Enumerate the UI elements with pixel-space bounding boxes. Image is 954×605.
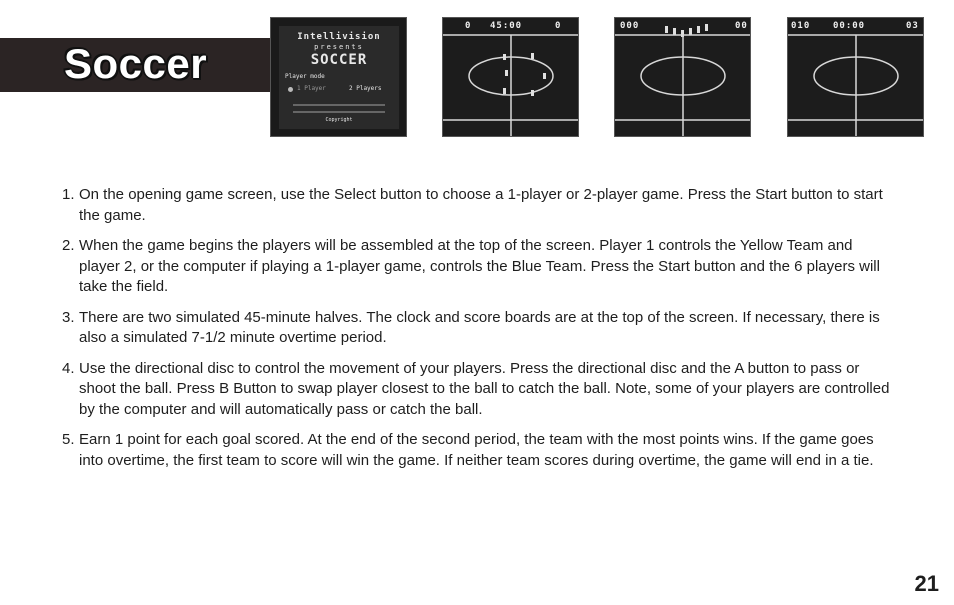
radio-selected-icon [288, 87, 293, 92]
page-number: 21 [914, 571, 939, 596]
screenshot-title-screen [270, 17, 407, 137]
lineup-left-score: 000 [620, 21, 640, 31]
step-number: 4. [62, 359, 75, 377]
lineup-right-score: 00 [735, 21, 748, 31]
instruction-step [62, 185, 892, 226]
page-title: Soccer [64, 40, 208, 87]
title-screen-mode-label: Player mode [285, 73, 325, 80]
final-field [788, 18, 924, 137]
screenshot-kickoff [442, 17, 579, 137]
final-clock: 00:00 [833, 21, 866, 31]
step-number: 3. [62, 308, 75, 326]
step-text: Use the directional disc to control the movement of your players. Press the directional disc and the A button to pass or shoot the ball. Press B Button to swap player closest to the ball to catch the ball. Note, some of your players are controlled by the computer and will automatically pass or catch the ball. [79, 359, 890, 418]
title-screen-panel [279, 26, 399, 129]
title-screen-option-2: 2 Players [349, 85, 382, 92]
step-number: 5. [62, 431, 75, 448]
instruction-steps [62, 185, 892, 481]
title-screen-instructions-2 [293, 111, 385, 113]
title-screen-presents: presents [314, 43, 364, 51]
title-screen-instructions [293, 104, 385, 106]
title-screen-copyright: Copyright [325, 117, 353, 123]
step-number: 2. [62, 237, 75, 254]
kickoff-right-score: 0 [555, 21, 562, 31]
kickoff-clock: 45:00 [490, 21, 523, 31]
final-right-score: 03 [906, 21, 919, 31]
kickoff-left-score: 0 [465, 21, 472, 31]
step-text: When the game begins the players will be assembled at the top of the screen. Player 1 controls the Yellow Team and player 2, or the computer if playing a 1-player game, controls the Blue Team. Press the Start button and the 6 players will take the field. [79, 237, 880, 295]
lineup-field [615, 18, 751, 137]
title-screen-brand: Intellivision [297, 32, 381, 42]
step-text: Earn 1 point for each goal scored. At the end of the second period, the team with the most points wins. If the game goes into overtime, the first team to score will win the game. If neither team scores during overtime, the game will end in a tie. [79, 431, 874, 469]
instruction-step [62, 359, 892, 421]
kickoff-field [443, 18, 579, 137]
title-screen-game-name: SOCCER [310, 52, 368, 68]
instruction-step [62, 430, 892, 471]
screenshot-final [787, 17, 924, 137]
final-left-score: 010 [791, 21, 811, 31]
step-text: On the opening game screen, use the Select button to choose a 1-player or 2-player game. Press the Start button to start the game. [79, 186, 883, 224]
screenshot-lineup [614, 17, 751, 137]
step-number: 1. [62, 186, 75, 203]
instruction-step [62, 236, 892, 298]
instruction-step [62, 308, 892, 349]
step-text: There are two simulated 45-minute halves. The clock and score boards are at the top of the screen. If necessary, there is also a simulated 7-1/2 minute overtime period. [79, 308, 880, 346]
title-screen-option-1: 1 Player [297, 85, 326, 92]
